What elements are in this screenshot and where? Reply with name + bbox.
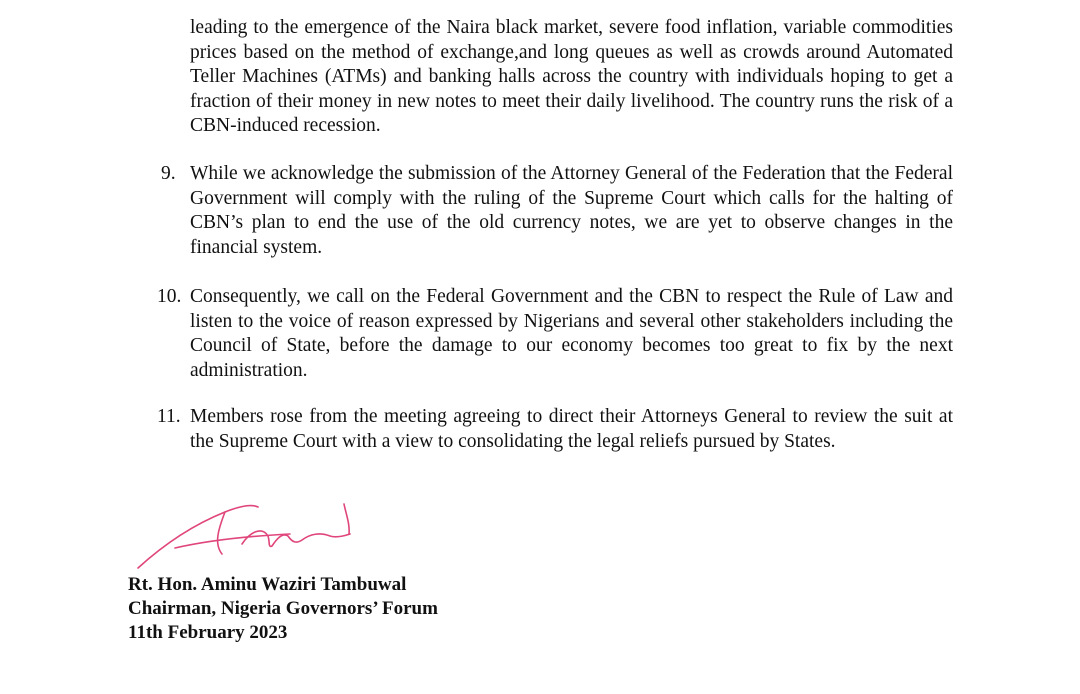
signer-name: Rt. Hon. Aminu Waziri Tambuwal (128, 574, 407, 595)
paragraph-item-9: While we acknowledge the submission of the Attorney General of the Federation that the Federal Government will comply with the ruling of the Supreme Court which calls for the halting of CBN’s plan to end the use of the old currency notes, we are yet to observe changes in the financial system. (190, 163, 953, 258)
signature-image (130, 496, 370, 576)
paragraph-item-11: Members rose from the meeting agreeing to direct their Attorneys General to review the suit at the Supreme Court with a view to consolidating the legal reliefs pursued by States. (190, 406, 953, 452)
paragraph-item-10: Consequently, we call on the Federal Government and the CBN to respect the Rule of Law and listen to the voice of reason expressed by Nigerians and several other stakeholders including the Council of State, before the damage to our economy becomes too great to fix by the next administration. (190, 286, 953, 381)
item-number-9: 9. (161, 163, 176, 184)
item-number-10: 10. (157, 286, 182, 307)
item-number-11: 11. (157, 406, 181, 427)
paragraph-continuation: leading to the emergence of the Naira black market, severe food inflation, variable commodities prices based on the method of exchange,and long queues as well as crowds around Automated Teller Machines (ATMs) and banking halls across the country with individuals hoping to get a fraction of their money in new notes to meet their daily livelihood. The country runs the risk of a CBN-induced recession. (190, 17, 953, 136)
signature-date: 11th February 2023 (128, 622, 288, 643)
signer-title: Chairman, Nigeria Governors’ Forum (128, 598, 438, 619)
